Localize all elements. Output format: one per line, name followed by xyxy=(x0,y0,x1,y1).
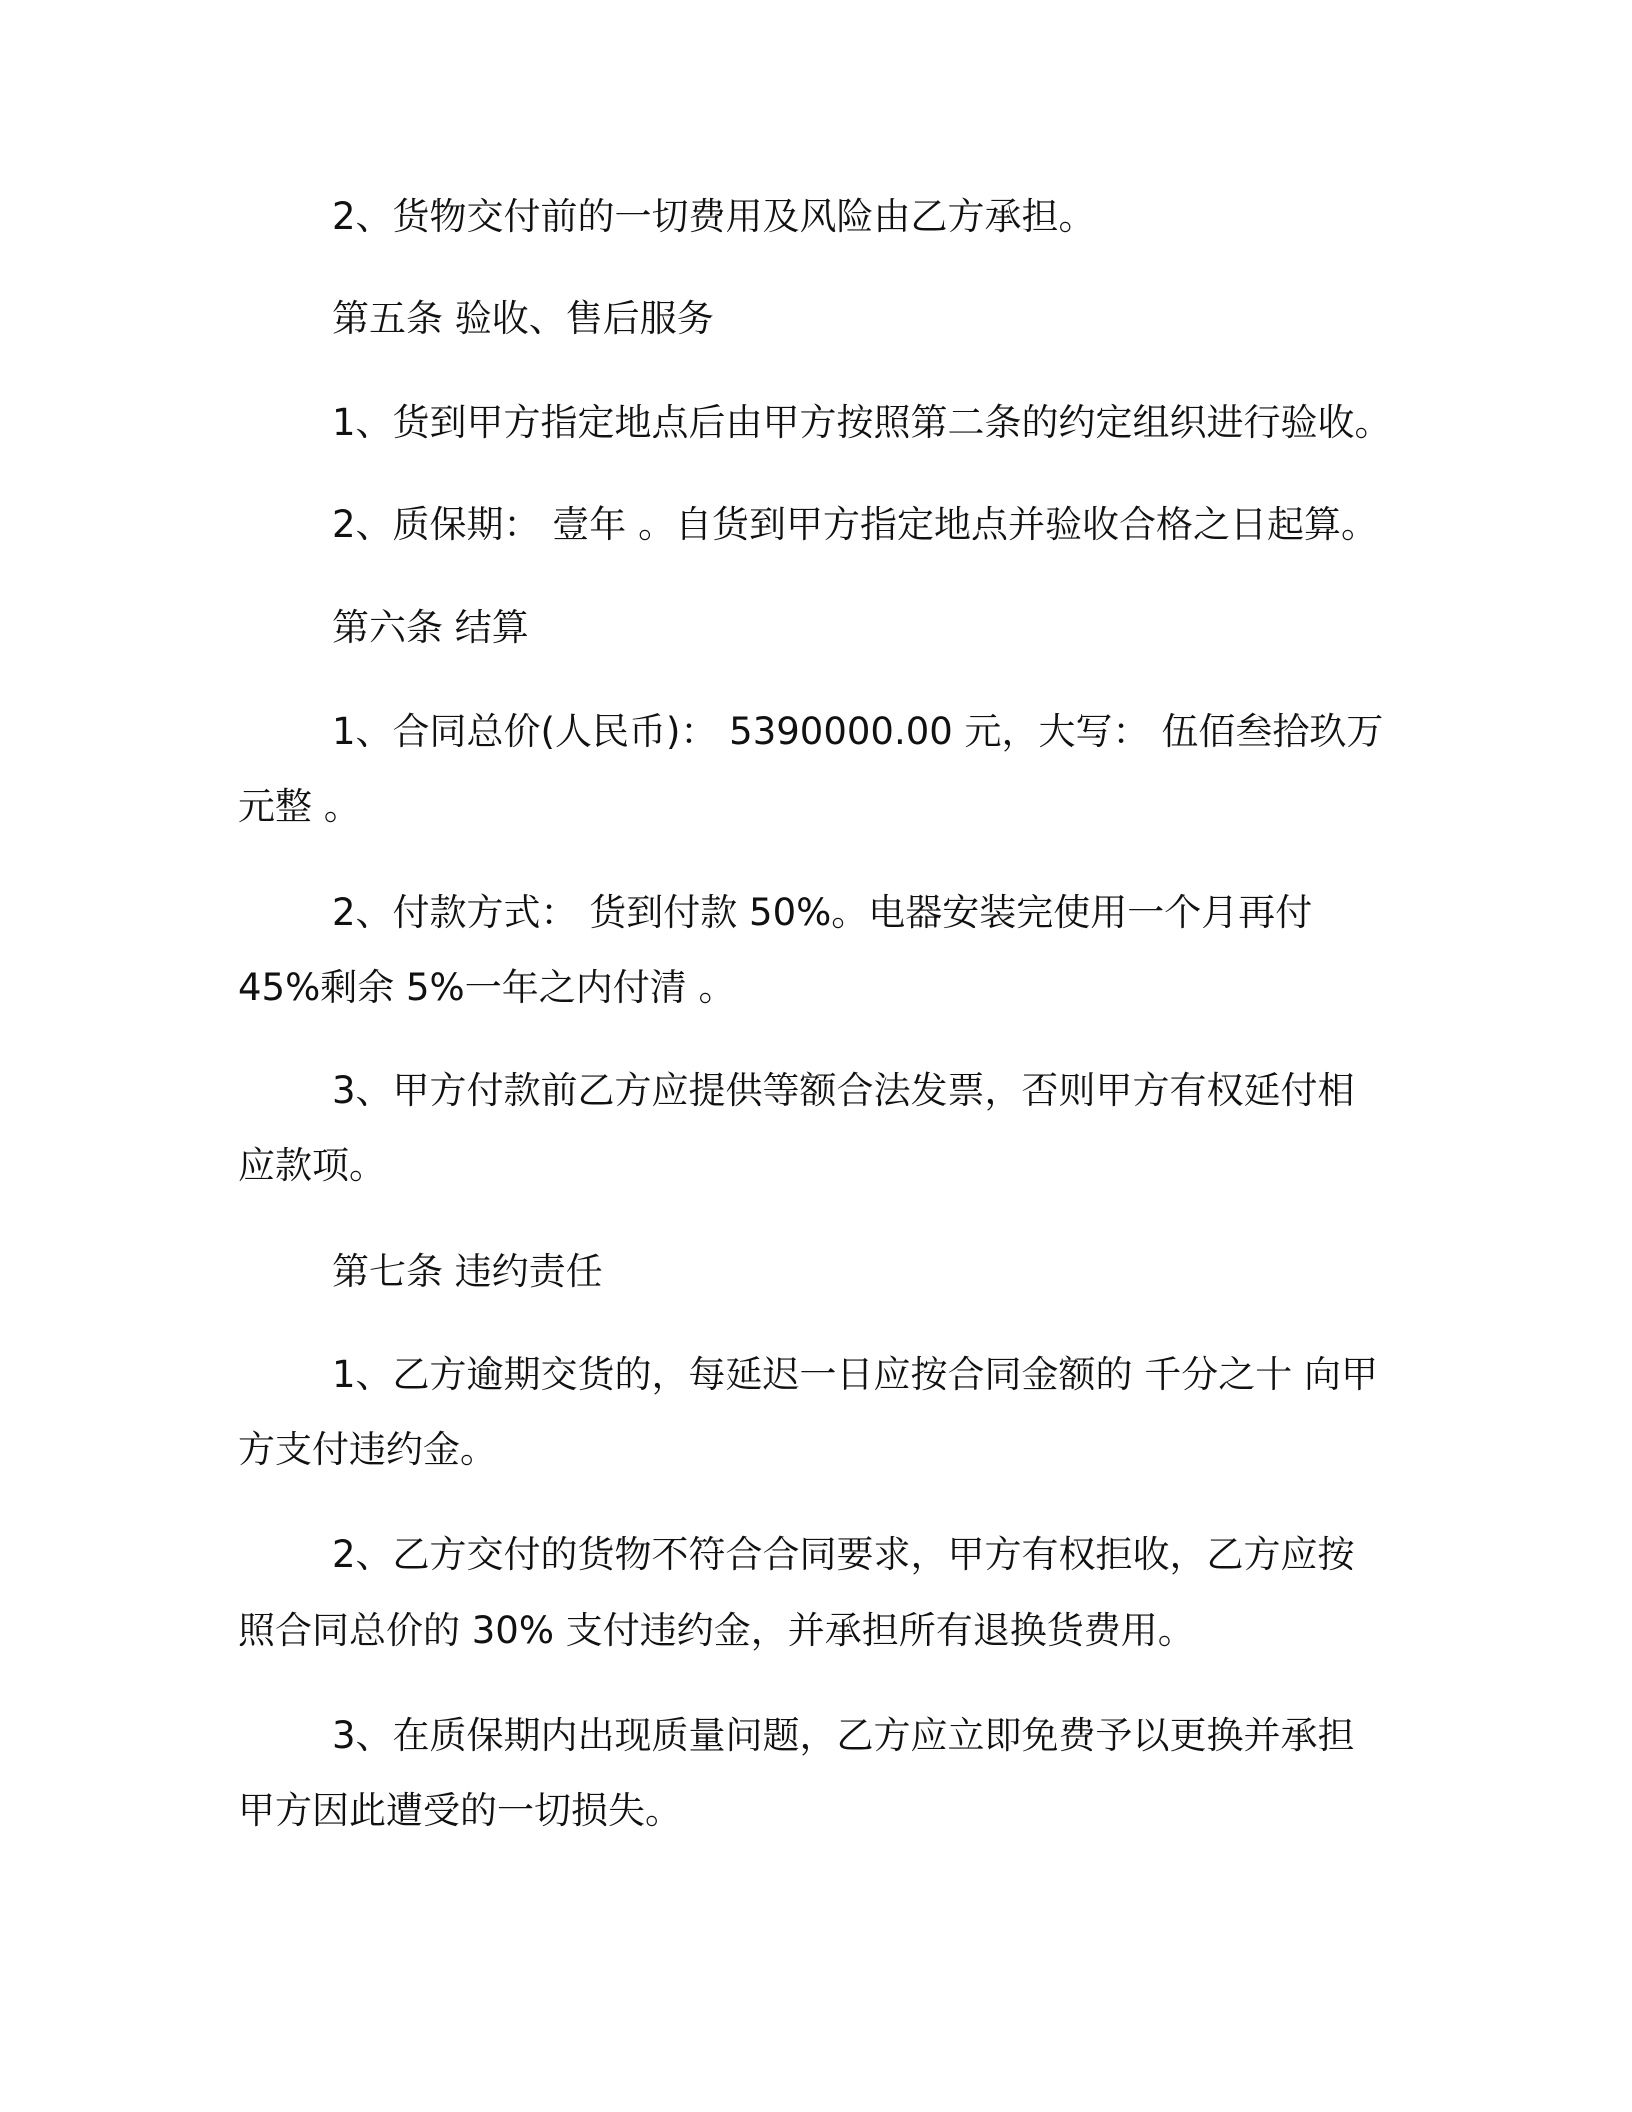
article-5-item-2: 2、质保期： 壹年 。自货到甲方指定地点并验收合格之日起算。 xyxy=(332,503,1379,546)
article-6-item-2-line-1: 2、付款方式： 货到付款 50%。电器安装完使用一个月再付 xyxy=(332,891,1313,934)
article-6-heading: 第六条 结算 xyxy=(332,606,529,649)
article-7-item-1-line-1: 1、乙方逾期交货的，每延迟一日应按合同金额的 千分之十 向甲 xyxy=(332,1353,1379,1396)
article-6-item-3-line-1: 3、甲方付款前乙方应提供等额合法发票，否则甲方有权延付相 xyxy=(332,1069,1355,1112)
article-7-item-2-line-1: 2、乙方交付的货物不符合合同要求，甲方有权拒收，乙方应按 xyxy=(332,1533,1355,1576)
article-6-item-1-line-1: 1、合同总价(人民币)： 5390000.00 元，大写： 伍佰叁拾玖万 xyxy=(332,710,1384,753)
article-5-heading: 第五条 验收、售后服务 xyxy=(332,297,714,340)
clause-4-item-2: 2、货物交付前的一切费用及风险由乙方承担。 xyxy=(332,195,1096,238)
article-7-heading: 第七条 违约责任 xyxy=(332,1250,603,1293)
article-6-item-1-line-2: 元整 。 xyxy=(238,785,361,828)
article-7-item-3-line-1: 3、在质保期内出现质量问题，乙方应立即免费予以更换并承担 xyxy=(332,1714,1355,1757)
article-5-item-1: 1、货到甲方指定地点后由甲方按照第二条的约定组织进行验收。 xyxy=(332,401,1392,444)
article-7-item-3-line-2: 甲方因此遭受的一切损失。 xyxy=(238,1789,682,1832)
article-6-item-3-line-2: 应款项。 xyxy=(238,1144,386,1187)
article-7-item-1-line-2: 方支付违约金。 xyxy=(238,1428,497,1471)
article-6-item-2-line-2: 45%剩余 5%一年之内付清 。 xyxy=(238,966,736,1009)
article-7-item-2-line-2: 照合同总价的 30% 支付违约金，并承担所有退换货费用。 xyxy=(238,1609,1195,1652)
